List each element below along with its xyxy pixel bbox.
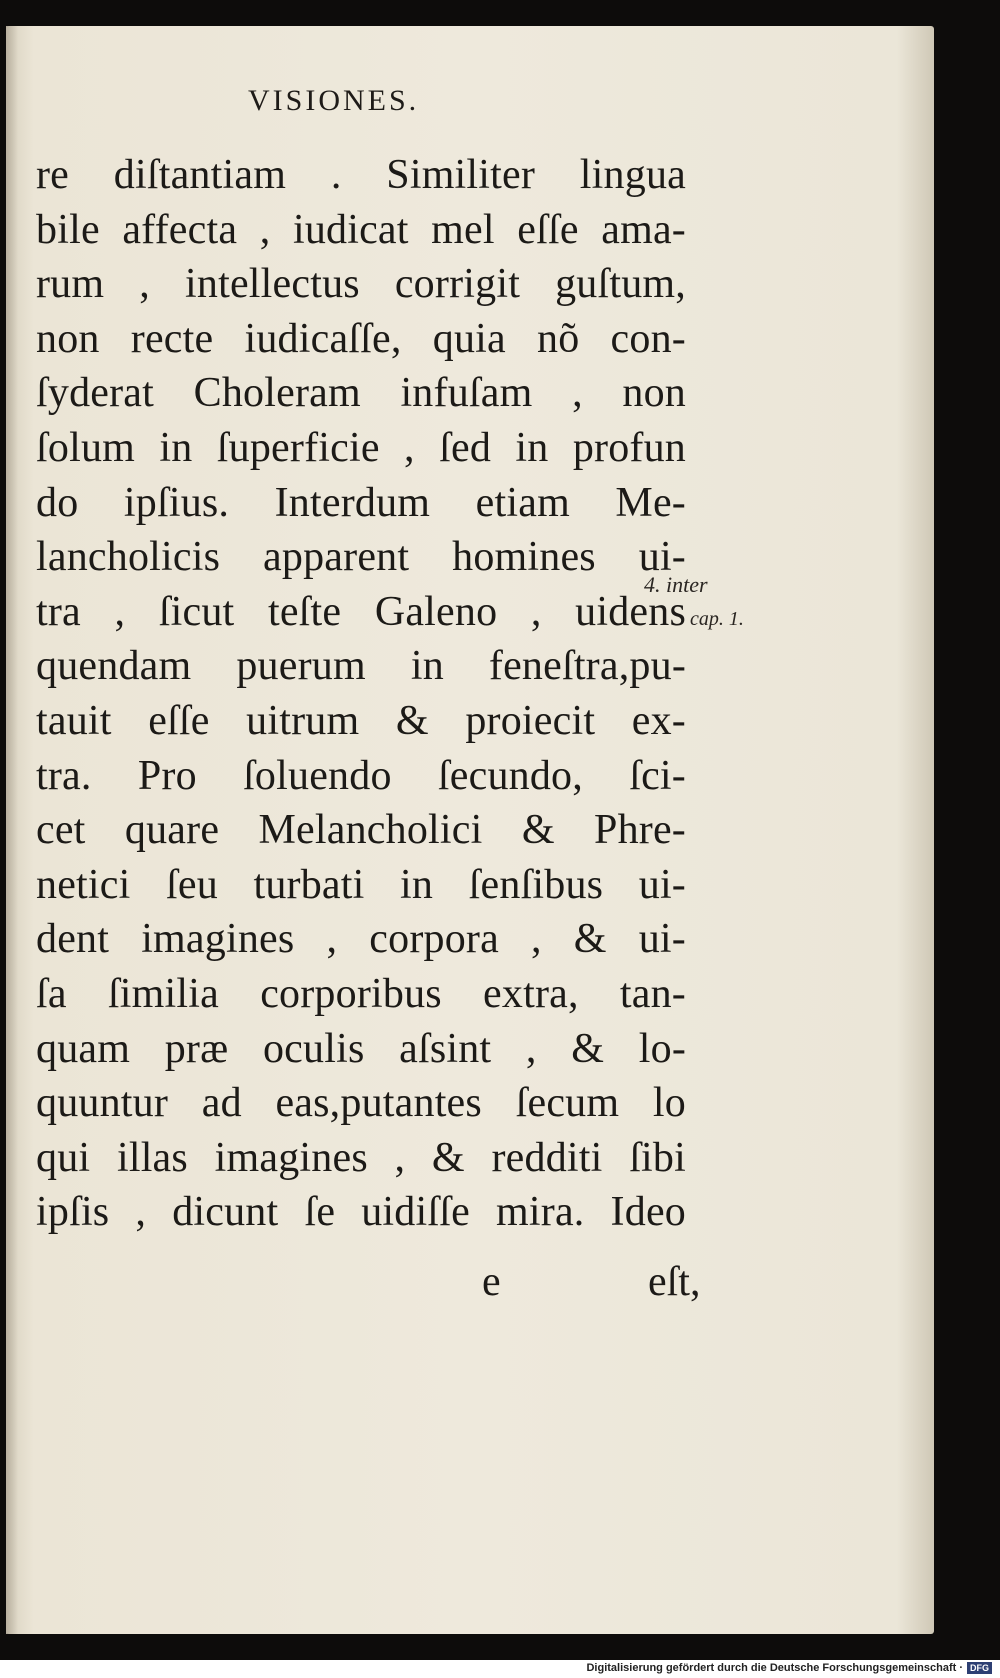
catchword-row xyxy=(36,1258,701,1308)
marginal-note-2: cap. 1. xyxy=(690,608,744,630)
signature-mark: e xyxy=(482,1259,501,1305)
credit-text: Digitalisierung gefördert durch die Deutsche Forschungsgemeinschaft · xyxy=(586,1662,963,1674)
text-line: netici ſeu turbati in ſenſibus ui- xyxy=(36,861,686,908)
catchword: eſt, xyxy=(648,1259,701,1305)
text-line: tauit eſſe uitrum & proiecit ex- xyxy=(36,697,686,744)
text-line: ſa ſimilia corporibus extra, tan- xyxy=(36,970,686,1017)
text-line: do ipſius. Interdum etiam Me- xyxy=(36,479,686,526)
running-head: VISIONES. xyxy=(248,84,420,117)
text-line: qui illas imagines , & redditi ſibi xyxy=(36,1134,686,1181)
text-line: quam præ oculis aſsint , & lo- xyxy=(36,1025,686,1072)
text-line: bile affecta , iudicat mel eſſe ama- xyxy=(36,206,686,253)
dfg-logo: DFG xyxy=(967,1662,992,1674)
text-line: rum , intellectus corrigit guſtum, xyxy=(36,261,686,308)
page-gutter-shadow xyxy=(6,26,18,1634)
text-line: non recte iudicaſſe, quia nõ con- xyxy=(36,315,686,362)
text-line: quendam puerum in feneſtra,pu- xyxy=(36,643,686,690)
text-line: tra , ſicut teſte Galeno , uidens xyxy=(36,588,686,635)
text-line: ipſis , dicunt ſe uidiſſe mira. Ideo xyxy=(36,1189,686,1236)
text-line: tra. Pro ſoluendo ſecundo, ſci- xyxy=(36,752,686,799)
text-line: cet quare Melancholici & Phre- xyxy=(36,807,686,854)
text-line: re diſtantiam . Similiter lingua xyxy=(36,152,686,198)
text-line: dent imagines , corpora , & ui- xyxy=(36,916,686,963)
text-line: lancholicis apparent homines ui- xyxy=(36,534,686,581)
body-text xyxy=(36,148,686,1240)
digitization-credit xyxy=(586,1662,992,1674)
text-line: ſyderat Choleram infuſam , non xyxy=(36,370,686,417)
marginal-note-1: 4. inter xyxy=(644,572,708,597)
text-line: ſolum in ſuperficie , ſed in profun xyxy=(36,424,686,471)
text-line: quuntur ad eas,putantes ſecum lo xyxy=(36,1080,686,1127)
